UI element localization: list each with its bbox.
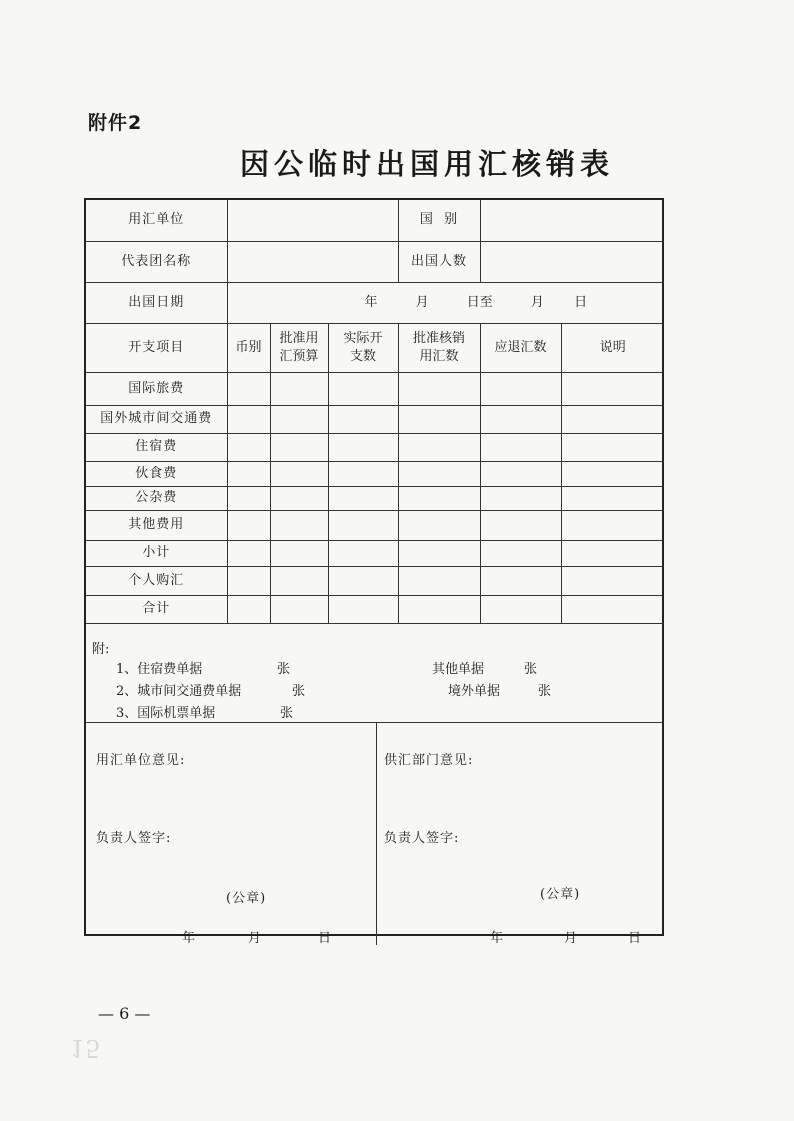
cell[interactable]	[328, 372, 398, 405]
header-item: 开支项目	[86, 323, 227, 372]
date-month: 月	[415, 294, 429, 310]
attachment-item-2-unit: 张	[292, 683, 306, 699]
cell[interactable]	[398, 566, 480, 595]
cell[interactable]	[328, 461, 398, 486]
header-refund: 应退汇数	[480, 323, 561, 372]
user-unit-opinion-label: 用汇单位意见:	[96, 752, 186, 768]
table-row	[86, 486, 664, 510]
cell[interactable]	[561, 510, 664, 540]
date-year: 年	[364, 294, 378, 310]
cell[interactable]	[480, 405, 561, 433]
delegation-value[interactable]	[227, 241, 398, 282]
attachment-item-5: 境外单据	[448, 683, 501, 699]
cell[interactable]	[480, 461, 561, 486]
table-row	[86, 405, 664, 433]
cell[interactable]	[328, 433, 398, 461]
supply-dept-opinion-label: 供汇部门意见:	[384, 752, 474, 768]
table-row	[86, 510, 664, 540]
cell[interactable]	[270, 510, 328, 540]
cell[interactable]	[561, 461, 664, 486]
user-unit-day: 日	[318, 930, 333, 946]
row-label: 国际旅费	[86, 372, 227, 405]
row-label: 公杂费	[86, 486, 227, 510]
cell[interactable]	[328, 510, 398, 540]
attachment-item-4-unit: 张	[524, 661, 538, 677]
user-unit-year: 年	[182, 930, 197, 946]
header-note: 说明	[561, 323, 664, 372]
cell[interactable]	[561, 566, 664, 595]
row-label: 个人购汇	[86, 566, 227, 595]
cell[interactable]	[328, 566, 398, 595]
user-unit-month: 月	[248, 930, 263, 946]
country-value[interactable]	[480, 200, 664, 241]
cell[interactable]	[480, 372, 561, 405]
cell[interactable]	[561, 540, 664, 566]
cell[interactable]	[270, 540, 328, 566]
verification-form	[84, 198, 664, 946]
cell[interactable]	[398, 433, 480, 461]
attachment-item-2: 2、城市间交通费单据	[116, 683, 242, 699]
cell[interactable]	[398, 372, 480, 405]
cell[interactable]	[328, 540, 398, 566]
cell[interactable]	[270, 566, 328, 595]
opinions-section	[86, 723, 662, 945]
cell[interactable]	[398, 405, 480, 433]
supply-dept-day: 日	[628, 930, 643, 946]
unit-label: 用汇单位	[86, 200, 227, 241]
cell[interactable]	[227, 510, 270, 540]
cell[interactable]	[398, 486, 480, 510]
table-row	[86, 595, 664, 623]
attachment-item-3-unit: 张	[280, 705, 294, 721]
date-label: 出国日期	[86, 282, 227, 323]
row-label: 合计	[86, 595, 227, 623]
cell[interactable]	[480, 433, 561, 461]
attachment-item-4: 其他单据	[432, 661, 485, 677]
cell[interactable]	[480, 566, 561, 595]
cell[interactable]	[398, 595, 480, 623]
table-row	[86, 433, 664, 461]
header-currency: 币别	[227, 323, 270, 372]
cell[interactable]	[270, 372, 328, 405]
attachment-label: 附件2	[88, 112, 143, 134]
cell[interactable]	[480, 595, 561, 623]
people-label: 出国人数	[398, 241, 480, 282]
cell[interactable]	[561, 433, 664, 461]
form-grid	[86, 200, 664, 624]
cell[interactable]	[270, 405, 328, 433]
row-label: 其他费用	[86, 510, 227, 540]
supply-dept-month: 月	[564, 930, 579, 946]
cell[interactable]	[227, 486, 270, 510]
page-number: — 6 —	[98, 1004, 151, 1023]
cell[interactable]	[398, 461, 480, 486]
date-day-end: 日	[574, 294, 588, 310]
row-label: 住宿费	[86, 433, 227, 461]
cell[interactable]	[270, 486, 328, 510]
opinions-divider	[376, 723, 377, 945]
attachment-item-1-unit: 张	[277, 661, 291, 677]
bleed-through-number: 15	[70, 1034, 101, 1062]
row-label: 国外城市间交通费	[86, 405, 227, 433]
cell[interactable]	[398, 540, 480, 566]
delegation-label: 代表团名称	[86, 241, 227, 282]
expense-header-row	[86, 323, 664, 372]
cell[interactable]	[480, 486, 561, 510]
table-row	[86, 540, 664, 566]
cell[interactable]	[561, 486, 664, 510]
cell[interactable]	[270, 461, 328, 486]
attachments-label: 附:	[92, 641, 110, 657]
form-title: 因公临时出国用汇核销表	[239, 147, 614, 181]
attachment-item-1: 1、住宿费单据	[116, 661, 203, 677]
unit-value[interactable]	[227, 200, 398, 241]
row-label: 伙食费	[86, 461, 227, 486]
cell[interactable]	[270, 433, 328, 461]
date-value[interactable]	[227, 282, 664, 323]
attachment-item-3: 3、国际机票单据	[116, 705, 216, 721]
supply-dept-year: 年	[490, 930, 505, 946]
supply-dept-sign-label: 负责人签字:	[384, 830, 460, 846]
cell[interactable]	[227, 372, 270, 405]
cell[interactable]	[328, 486, 398, 510]
cell[interactable]	[227, 405, 270, 433]
cell[interactable]	[227, 461, 270, 486]
cell[interactable]	[227, 595, 270, 623]
cell[interactable]	[561, 372, 664, 405]
date-month-end: 月	[530, 294, 544, 310]
attachment-item-5-unit: 张	[538, 683, 552, 699]
header-approved: 批准核销 用汇数	[398, 323, 480, 372]
user-unit-seal: (公章)	[226, 890, 267, 906]
attachments-section	[86, 624, 662, 723]
cell[interactable]	[480, 510, 561, 540]
table-row	[86, 566, 664, 595]
user-unit-sign-label: 负责人签字:	[96, 830, 172, 846]
header-actual: 实际开 支数	[328, 323, 398, 372]
people-value[interactable]	[480, 241, 664, 282]
cell[interactable]	[398, 510, 480, 540]
cell[interactable]	[561, 595, 664, 623]
cell[interactable]	[270, 595, 328, 623]
header-budget: 批准用 汇预算	[270, 323, 328, 372]
country-label: 国 别	[398, 200, 480, 241]
table-row	[86, 461, 664, 486]
supply-dept-seal: (公章)	[540, 886, 581, 902]
cell[interactable]	[328, 405, 398, 433]
row-label: 小计	[86, 540, 227, 566]
table-row	[86, 372, 664, 405]
date-day-to: 日至	[466, 294, 493, 310]
cell[interactable]	[227, 566, 270, 595]
cell[interactable]	[561, 405, 664, 433]
cell[interactable]	[227, 540, 270, 566]
cell[interactable]	[227, 433, 270, 461]
cell[interactable]	[480, 540, 561, 566]
cell[interactable]	[328, 595, 398, 623]
